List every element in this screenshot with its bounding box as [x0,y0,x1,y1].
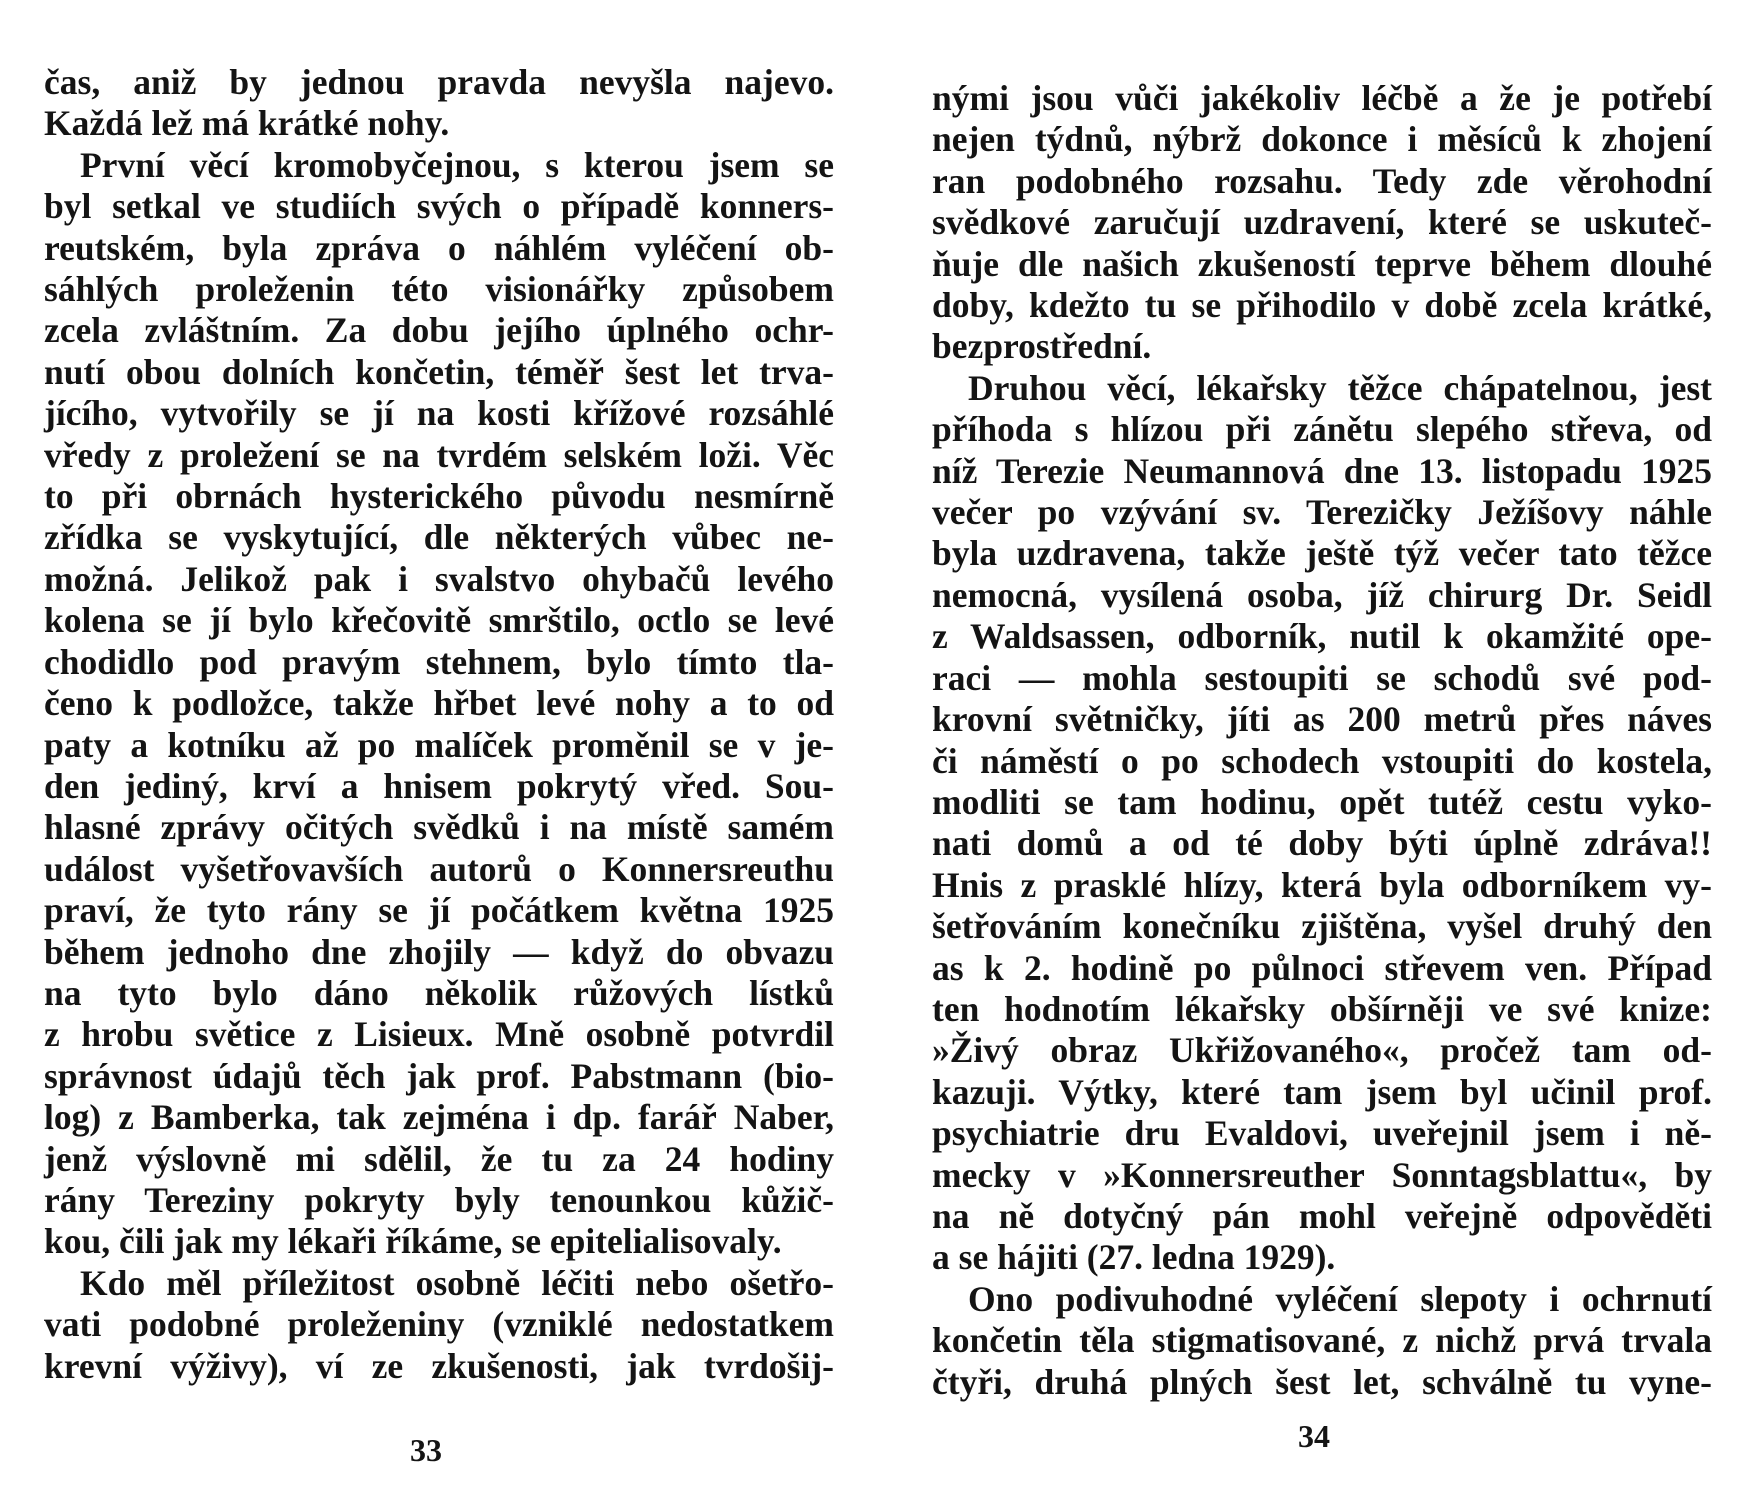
text-line: z hrobu světice z Lisieux. Mně osobně potvrdil [44,1014,834,1055]
text-line: hlasné zprávy očitých svědků i na místě samém [44,807,834,848]
text-line: čtyři, druhá plných šest let, schválně tu vyne- [932,1361,1712,1402]
text-line: chodidlo pod pravým stehnem, bylo tímto tla- [44,641,834,682]
text-line: možná. Jelikož pak i svalstvo ohybačů levého [44,558,834,599]
text-line: večer po vzývání sv. Terezičky Ježíšovy náhle [932,492,1712,533]
text-line: ňuje dle našich zkušeností teprve během dlouhé [932,243,1712,284]
text-line: praví, že tyto rány se jí počátkem května 1925 [44,890,834,931]
text-line: doby, kdežto tu se přihodilo v době zcela krátké, [932,285,1712,326]
text-line: ran podobného rozsahu. Tedy zde věrohodní [932,160,1712,201]
text-line: vati podobné proleženiny (vzniklé nedostatkem [44,1304,834,1345]
text-line: čeno k podložce, takže hřbet levé nohy a to od [44,683,834,724]
page-number: 33 [410,1432,442,1468]
text-line: vředy z proležení se na tvrdém selském loži. Věc [44,434,834,475]
text-line: paty a kotníku až po malíček proměnil se v je- [44,724,834,765]
text-line: během jednoho dne zhojily — když do obvazu [44,931,834,972]
text-line: kolena se jí bylo křečovitě smrštilo, octlo se levé [44,600,834,641]
text-line: šetřováním konečníku zjištěna, vyšel druhý den [932,906,1712,947]
text-line: modliti se tam hodinu, opět tutéž cestu vyko- [932,781,1712,822]
text-line: jenž výslovně mi sdělil, že tu za 24 hodiny [44,1138,834,1179]
text-line: jícího, vytvořily se jí na kosti křížové rozsáhlé [44,393,834,434]
text-line: zcela zvláštním. Za dobu jejího úplného ochr- [44,310,834,351]
text-line: nejen týdnů, nýbrž dokonce i měsíců k zhojení [932,119,1712,160]
text-line: ten hodnotím lékařsky obšírněji ve své knize: [932,988,1712,1029]
text-line: zřídka se vyskytující, dle některých vůbec ne- [44,517,834,558]
text-line: rány Tereziny pokryty byly tenounkou kůžič- [44,1179,834,1220]
text-line: krovní světničky, jíti as 200 metrů přes náves [932,699,1712,740]
text-line: nutí obou dolních končetin, téměř šest let trva- [44,351,834,392]
text-line: Ono podivuhodné vyléčení slepoty i ochrnutí [968,1278,1712,1319]
text-line: psychiatrie dru Evaldovi, uveřejnil jsem i ně- [932,1113,1712,1154]
text-line: mecky v »Konnersreuther Sonntagsblattu«, by [932,1154,1712,1195]
text-line: z Waldsassen, odborník, nutil k okamžité ope- [932,616,1712,657]
left-page-text [44,62,834,1387]
page-number: 34 [1298,1418,1330,1454]
text-line: as k 2. hodině po půlnoci střevem ven. Případ [932,947,1712,988]
text-line: na tyto bylo dáno několik růžových lístků [44,972,834,1013]
text-line: den jediný, krví a hnisem pokrytý vřed. Sou- [44,765,834,806]
text-line: to při obrnách hysterického původu nesmírně [44,476,834,517]
text-line: níž Terezie Neumannová dne 13. listopadu 1925 [932,450,1712,491]
text-line: nemocná, vysílená osoba, jíž chirurg Dr. Seidl [932,574,1712,615]
right-page-text [932,78,1712,1403]
text-line: nati domů a od té doby býti úplně zdráva!! [932,823,1712,864]
text-line: krevní výživy), ví ze zkušenosti, jak tvrdošij- [44,1345,834,1386]
text-line: První věcí kromobyčejnou, s kterou jsem se [80,144,834,185]
text-line: kou, čili jak my lékaři říkáme, se epitelialisovaly. [44,1221,782,1262]
text-line: sáhlých proleženin této visionářky způsobem [44,269,834,310]
text-line: Hnis z prasklé hlízy, která byla odborníkem vy- [932,864,1712,905]
text-line: raci — mohla sestoupiti se schodů své pod- [932,657,1712,698]
right-page [878,0,1756,1500]
text-line: končetin těla stigmatisované, z nichž prvá trvala [932,1320,1712,1361]
text-line: reutském, byla zpráva o náhlém vyléčení ob- [44,227,834,268]
text-line: bezprostřední. [932,326,1152,367]
text-line: Druhou věcí, lékařsky těžce chápatelnou, jest [968,367,1712,408]
text-line: Každá lež má krátké nohy. [44,103,450,144]
text-line: nými jsou vůči jakékoliv léčbě a že je potřebí [932,78,1712,118]
text-line: log) z Bamberka, tak zejména i dp. farář Naber, [44,1097,834,1138]
text-line: na ně dotyčný pán mohl veřejně odpověděti [932,1195,1712,1236]
text-line: příhoda s hlízou při zánětu slepého střeva, od [932,409,1712,450]
text-line: událost vyšetřovavších autorů o Konnersreuthu [44,848,834,889]
text-line: či náměstí o po schodech vstoupiti do kostela, [932,740,1712,781]
text-line: svědkové zaručují uzdravení, které se uskuteč- [932,202,1712,243]
text-line: správnost údajů těch jak prof. Pabstmann (bio- [44,1055,834,1096]
text-line: a se hájiti (27. ledna 1929). [932,1237,1336,1278]
text-line: čas, aniž by jednou pravda nevyšla najevo. [44,62,834,102]
text-line: byla uzdravena, takže ještě týž večer tato těžce [932,533,1712,574]
text-line: kazuji. Výtky, které tam jsem byl učinil prof. [932,1071,1712,1112]
text-line: Kdo měl příležitost osobně léčiti nebo ošetřo- [80,1262,834,1303]
text-line: byl setkal ve studiích svých o případě konners- [44,186,834,227]
text-line: »Živý obraz Ukřižovaného«, pročež tam od- [932,1030,1712,1071]
